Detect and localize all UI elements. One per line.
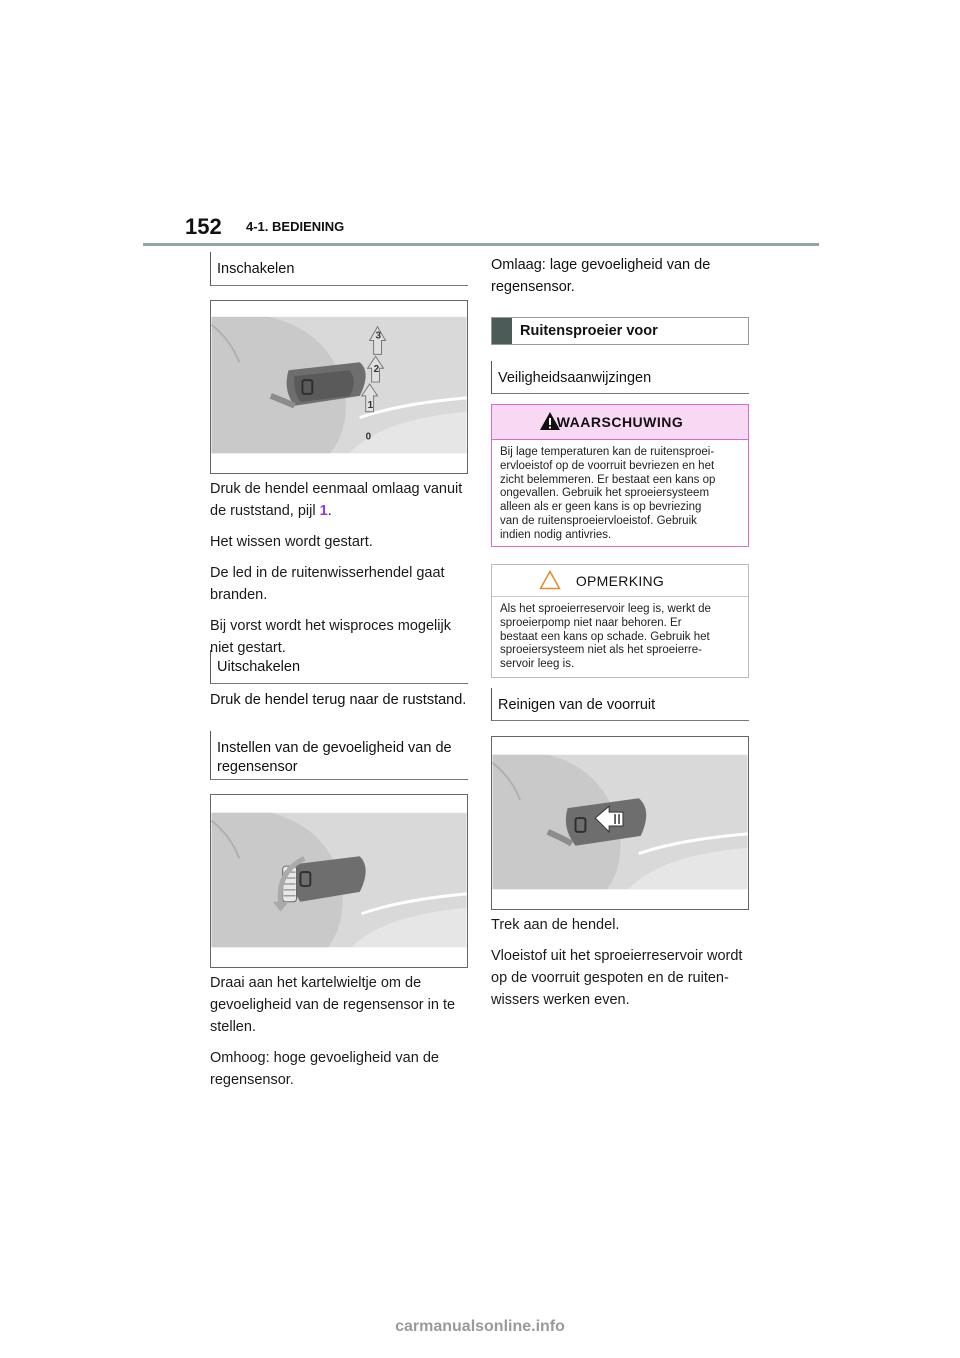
title-box-front-washer: [491, 317, 749, 345]
figure1-label-2: 2: [373, 364, 380, 376]
on-frost: Bij vorst wordt het wisproces mogelijk niet gestart.: [210, 618, 451, 656]
header-rule: [143, 243, 819, 246]
warning-line: van de ruitensproeiervloeistof. Gebruik: [500, 514, 697, 527]
sensitivity-text-block: [210, 972, 472, 1100]
note-body: [492, 597, 748, 679]
figure-knurled-wheel-illustration: [211, 795, 467, 967]
heading-sensitivity: [210, 731, 468, 780]
on-started: Het wissen wordt gestart.: [210, 534, 373, 550]
warning-line: zicht belemmeren. Er bestaat een kans op: [500, 473, 716, 486]
note-line: bestaat een kans op schade. Gebruik het: [500, 630, 710, 643]
on-instruction: [210, 478, 472, 522]
warning-line: ervloeistof op de voorruit bevriezen en het: [500, 459, 715, 472]
watermark-text: carmanualsonline.info: [395, 1318, 565, 1335]
pull-instruction: Trek aan de hendel.: [491, 917, 620, 933]
section-title: 4-1. BEDIENING: [246, 219, 345, 234]
warning-triangle-icon: [539, 411, 561, 431]
note-line: servoir leeg is.: [500, 658, 575, 671]
warning-line: alleen als er geen kans is op bevriezing: [500, 501, 702, 514]
figure-lever-pull-illustration: [492, 737, 748, 909]
note-line: sproeierpomp niet naar behoren. Er: [500, 616, 682, 629]
on-led: De led in de ruitenwisserhendel gaat branden.: [210, 565, 445, 603]
off-instruction: Druk de hendel terug naar de ruststand.: [210, 692, 467, 708]
warning-line: Bij lage temperaturen kan de ruitensproei-: [500, 446, 715, 458]
inschakelen-text-block: [210, 478, 472, 668]
heading-clean-text: Reinigen van de voorruit: [498, 697, 656, 713]
on-instruction-prefix: Druk de hendel eenmaal omlaag vanuit de ruststand, pijl: [210, 481, 463, 519]
title-box-square: [492, 318, 512, 344]
heading-sensitivity-text: Instellen van de gevoeligheid van de regensensor: [217, 740, 452, 775]
figure1-label-0: 0: [365, 431, 372, 443]
on-instruction-suffix: .: [327, 503, 332, 519]
warning-body: [492, 440, 748, 550]
heading-uitschakelen: [210, 650, 468, 684]
sens-high: Omhoog: hoge gevoeligheid van de regensensor.: [210, 1050, 439, 1088]
figure-lever-pull: [491, 736, 749, 910]
figure-lever-down: [210, 300, 468, 474]
figure1-label-3: 3: [375, 330, 382, 342]
heading-inschakelen-text: Inschakelen: [217, 261, 295, 277]
note-header: [492, 565, 748, 597]
warning-line: indien nodig antivries.: [500, 528, 612, 541]
sens-instruction: Draai aan het kartelwieltje om de gevoeligheid van de regensensor in te stellen.: [210, 975, 456, 1035]
warning-box: [491, 404, 749, 547]
figure1-label-1: 1: [367, 399, 374, 411]
warning-header: [492, 405, 748, 440]
caution-triangle-icon: [539, 570, 561, 590]
title-box-text: Ruitensproeier voor: [520, 323, 658, 339]
fluid-description: Vloeistof uit het sproeierreservoir wordt op de voorruit gespoten en de ruiten-wissers werken even.: [491, 948, 743, 1008]
note-line: Als het sproeierreservoir leeg is, werkt de: [500, 603, 711, 615]
heading-uitschakelen-text: Uitschakelen: [217, 659, 301, 675]
figure-lever-down-illustration: [211, 301, 467, 473]
figure-knurled-wheel: [210, 794, 468, 968]
warning-label: WAARSCHUWING: [556, 414, 684, 430]
note-label: OPMERKING: [575, 572, 665, 589]
warning-line: ongevallen. Gebruik het sproeiersysteem: [500, 487, 710, 500]
note-line: sproeiersysteem niet als het sproeierre-: [500, 644, 702, 657]
heading-safety: [491, 361, 749, 394]
sens-low: Omlaag: lage gevoeligheid van de regensensor.: [491, 257, 711, 295]
heading-inschakelen: [210, 252, 468, 286]
arrow-ref-1: 1: [319, 503, 328, 519]
heading-clean-windshield: [491, 688, 749, 721]
page-number: 152: [185, 214, 222, 239]
note-box: [491, 564, 749, 678]
clean-text-block: [491, 914, 753, 1020]
heading-safety-text: Veiligheidsaanwijzingen: [498, 370, 652, 386]
